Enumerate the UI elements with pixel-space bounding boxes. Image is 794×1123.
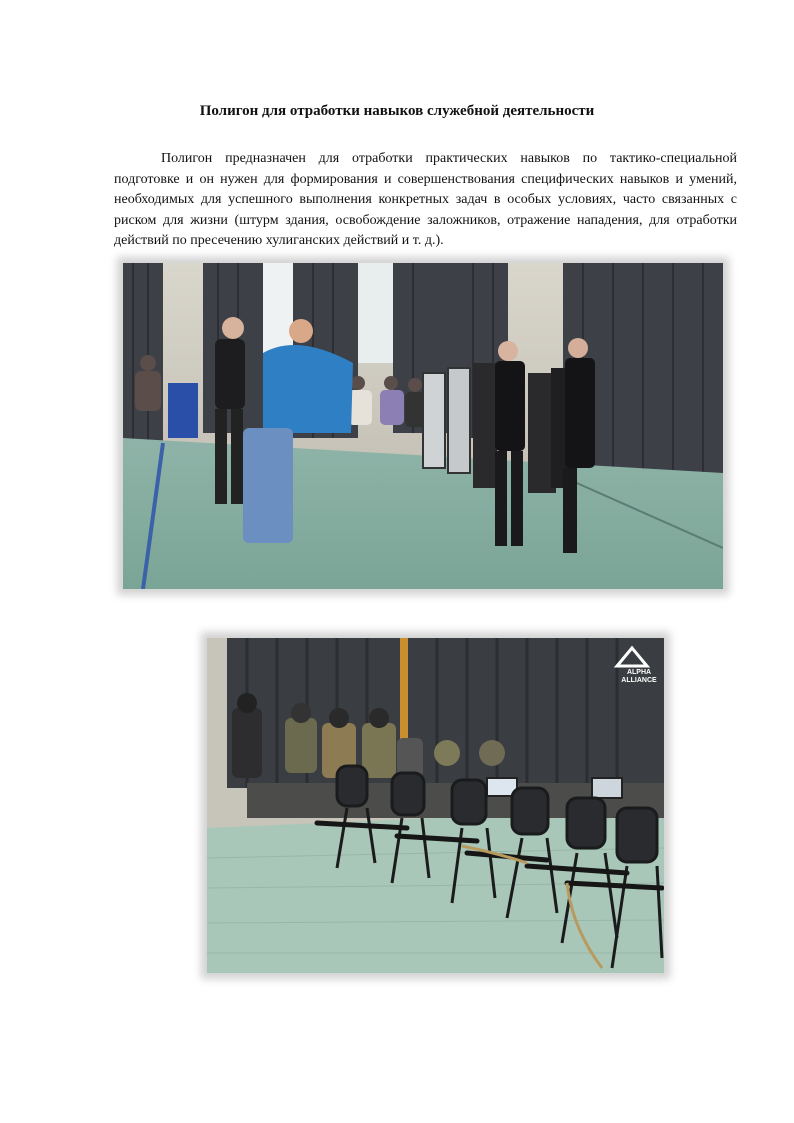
drill-photo — [123, 263, 723, 589]
equipment-photo — [207, 638, 664, 973]
drill-photo-image — [123, 263, 723, 589]
logo-text-top: ALPHA — [626, 669, 652, 676]
page-title: Полигон для отработки навыков служебной деятельности — [199, 103, 595, 119]
body-paragraph: Полигон предназначен для отработки практических навыков по тактико-специальной подготовке и он нужен для формирования и совершенствования специфических навыков и умений, необходимых для успешного выполнения конкретных задач в особых условиях, часто связанных с риском для жизни (штурм здания, освобождение заложников, отражение нападения, для отработки действий по пресечению хулиганских действий и т. д.). — [114, 151, 737, 248]
equipment-photo-image — [207, 638, 664, 973]
logo-text-bottom: ALLIANCE — [621, 677, 657, 684]
